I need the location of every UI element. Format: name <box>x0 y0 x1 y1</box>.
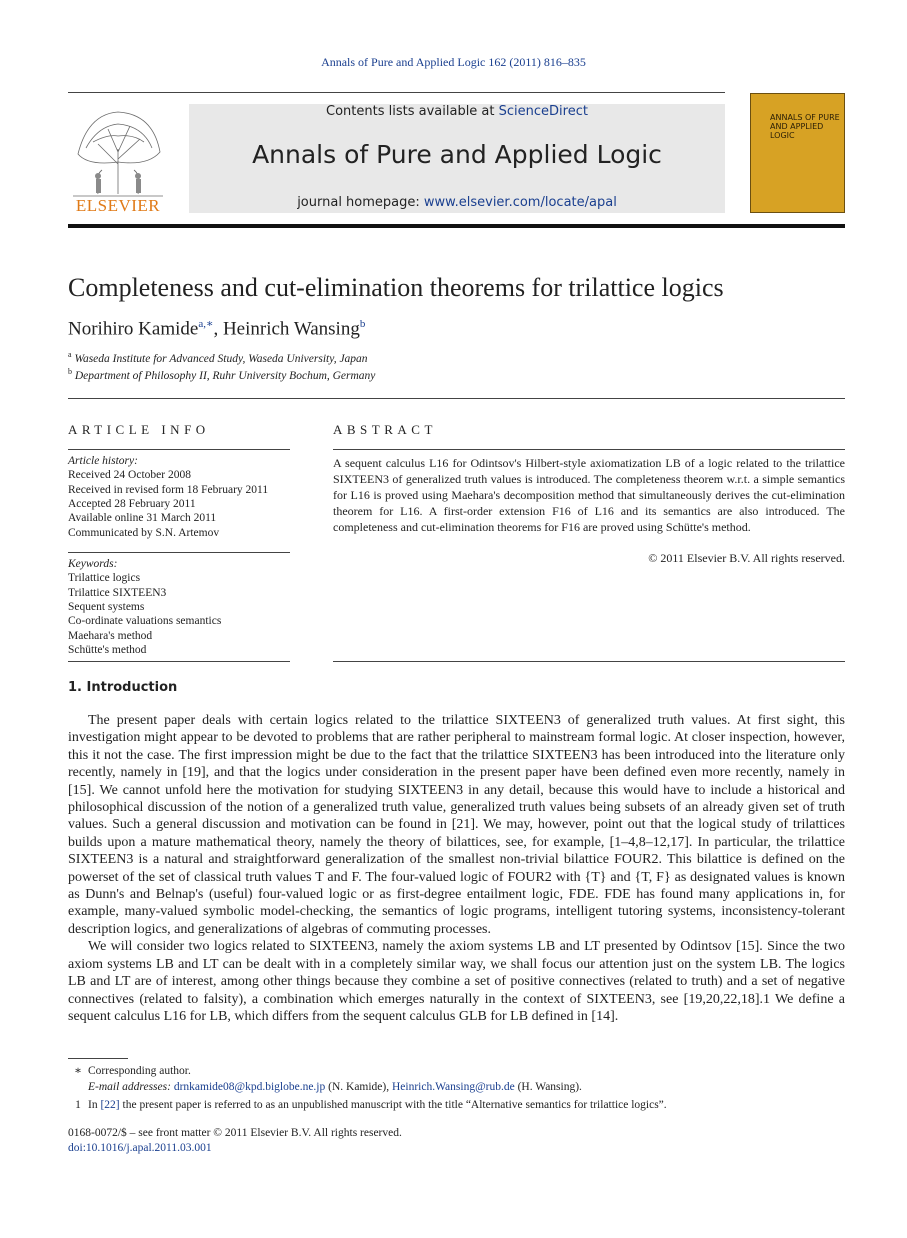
email-label: E-mail addresses: <box>88 1081 174 1093</box>
cover-title: ANNALS OF PURE AND APPLIED LOGIC <box>770 113 840 140</box>
header-bottom-rule <box>68 224 845 228</box>
author-list <box>68 317 365 340</box>
author-wansing: Heinrich Wansing <box>222 318 360 340</box>
affiliation-b-text: Department of Philosophy II, Ruhr University Bochum, Germany <box>74 369 376 382</box>
journal-homepage-link[interactable]: www.elsevier.com/locate/apal <box>423 195 617 210</box>
history-item: Communicated by S.N. Artemov <box>68 526 220 539</box>
footnote-1 <box>68 1097 667 1113</box>
publisher-wordmark: ELSEVIER <box>75 196 161 215</box>
keyword-item: Trilattice SIXTEEN3 <box>68 586 167 599</box>
keyword-item: Co-ordinate valuations semantics <box>68 615 222 628</box>
title-divider <box>68 398 845 399</box>
contents-prefix: Contents lists available at <box>326 104 499 119</box>
article-info-heading: ARTICLE INFO <box>68 422 210 437</box>
abstract-text: A sequent calculus L16 for Odintsov's Hilbert-style axiomatization LB of a logic related to the trilattice SIXTEEN3 of generalized truth values is introduced. The completeness theorem w.r.t. a simple semantics for L16 is proved using Maehara's decomposition method that simultaneously derives the cut-elimination theorem for L16. A first-order extension F16 of L16 and its semantics are also introduced. The completeness and cut-elimination theorems for F16 are proved using Schütte's method. <box>333 456 845 534</box>
affiliation-b <box>68 367 375 382</box>
footnote-corresponding <box>68 1063 191 1079</box>
keyword-item: Sequent systems <box>68 600 145 613</box>
affiliation-a-text: Waseda Institute for Advanced Study, Waseda University, Japan <box>74 352 368 365</box>
article-info-rule-top <box>68 449 290 450</box>
affiliation-a <box>68 350 368 365</box>
footnote-emails <box>88 1079 582 1095</box>
journal-cover-image <box>750 93 845 213</box>
history-item: Accepted 28 February 2011 <box>68 497 196 510</box>
article-info-rule-bottom <box>68 661 290 662</box>
journal-citation[interactable]: Annals of Pure and Applied Logic 162 (2011) 816–835 <box>321 55 586 69</box>
introduction-body <box>68 712 845 1025</box>
footnote-1-ref-link[interactable]: [22] <box>100 1099 120 1111</box>
article-history-label-text: Article history: <box>68 455 138 467</box>
email-wansing-link[interactable]: Heinrich.Wansing@rub.de <box>392 1081 515 1093</box>
footnote-1-text: the present paper is referred to as an unpublished manuscript with the title “Alternative semantics for trilattice logics”. <box>119 1099 667 1111</box>
header-top-rule <box>68 92 725 93</box>
history-item: Received in revised form 18 February 2011 <box>68 483 269 496</box>
email-kamide-owner: (N. Kamide), <box>325 1081 392 1093</box>
abstract-heading: ABSTRACT <box>333 422 437 437</box>
section-heading-introduction: 1. Introduction <box>68 680 178 695</box>
affiliation-b-mark: b <box>68 367 72 376</box>
footnote-rule <box>68 1058 128 1059</box>
journal-homepage-line <box>189 195 725 210</box>
article-history-label <box>68 454 138 468</box>
keyword-item: Trilattice logics <box>68 572 141 585</box>
author-kamide: Norihiro Kamide <box>68 318 199 340</box>
author-separator: , <box>213 318 223 340</box>
author-wansing-marks[interactable]: b <box>359 318 366 330</box>
affiliation-a-mark: a <box>68 350 72 359</box>
article-info-rule-mid <box>68 552 290 553</box>
sciencedirect-link[interactable]: ScienceDirect <box>498 104 588 119</box>
email-kamide-link[interactable]: drnkamide08@kpd.biglobe.ne.jp <box>173 1081 326 1093</box>
history-item: Received 24 October 2008 <box>68 469 191 482</box>
keywords-label-text: Keywords: <box>68 558 118 570</box>
journal-title: Annals of Pure and Applied Logic <box>252 140 662 169</box>
footnote-1-mark: 1 <box>75 1099 81 1111</box>
footnote-1-prefix: In <box>88 1099 101 1111</box>
paper-title: Completeness and cut-elimination theorems for trilattice logics <box>68 273 724 302</box>
email-wansing-owner: (H. Wansing). <box>514 1081 582 1093</box>
footnote-star-mark: ∗ <box>74 1065 82 1077</box>
author-kamide-marks[interactable]: a,∗ <box>198 318 214 330</box>
intro-paragraph-2: We will consider two logics related to SIXTEEN3, namely the axiom systems LB and LT presented by Odintsov [15]. Since the two axiom systems LB and LT can be dealt with in a completely similar way, we shall focus our attention just on the system LB. The logics LB and LT are of interest, among other things because they combine a set of positive connectives (related to truth) and a set of negative connectives (related to falsity), a combination which emerges naturally in the context of SIXTEEN3, see [19,20,22,18].1 We define a sequent calculus L16 for LB, which differs from the sequent calculus GLB for LB defined in [14]. <box>68 939 845 1024</box>
contents-available-line <box>189 104 725 119</box>
abstract-rule-bottom <box>333 661 845 662</box>
keywords-label <box>68 557 117 571</box>
abstract-rule-top <box>333 449 845 450</box>
footnote-corresponding-text: Corresponding author. <box>88 1065 191 1077</box>
abstract-copyright: © 2011 Elsevier B.V. All rights reserved. <box>648 551 845 565</box>
front-matter <box>68 1126 402 1156</box>
history-item: Available online 31 March 2011 <box>68 512 217 525</box>
keyword-item: Schütte's method <box>68 643 147 656</box>
intro-paragraph-1: The present paper deals with certain logics related to the trilattice SIXTEEN3 of generalized truth values. At first sight, this investigation might appear to be devoted to problems that are rather peripheral to mainstream formal logic. At closer inspection, however, this it not the case. The first impression might be due to the fact that the trilattice SIXTEEN3 has been introduced into the literature only recently, namely in [19], and that the logics under consideration in the present paper have been defined even more recently, namely in [15]. We cannot unfold here the motivation for studying SIXTEEN3 in any detail, because this would have to include a historical and philosophical discussion of the notion of a generalized truth value, generalized truth values being subsets of an already given set of truth values. Such a general discussion and motivation can be found in [21]. We may, however, point out that the logical study of trilattices builds upon a mature mathematical theory, namely the theory of bilattices, see, for example, [1–4,8–12,17]. In particular, the trilattice SIXTEEN3 is a natural and straightforward generalization of the smallest non-trivial bilattice FOUR2. This bilattice is defined on the powerset of the set of classical truth values T and F. The four-valued logic of FOUR2 with {T} and {T, F} as designated values is known as Dunn's and Belnap's (useful) four-valued logic or as first-degree entailment logic, FDE. FDE has found many applications in, for example, many-valued symbolic model-checking, the semantics of logic programs, intelligent tutoring systems, inconsistency-tolerant description logics, and generalizations of algebras of commuting processes. <box>68 713 845 937</box>
homepage-prefix: journal homepage: <box>297 195 424 210</box>
issn-line: 0168-0072/$ – see front matter © 2011 Elsevier B.V. All rights reserved. <box>68 1127 402 1139</box>
keyword-item: Maehara's method <box>68 629 153 642</box>
doi-link[interactable]: doi:10.1016/j.apal.2011.03.001 <box>68 1142 212 1154</box>
